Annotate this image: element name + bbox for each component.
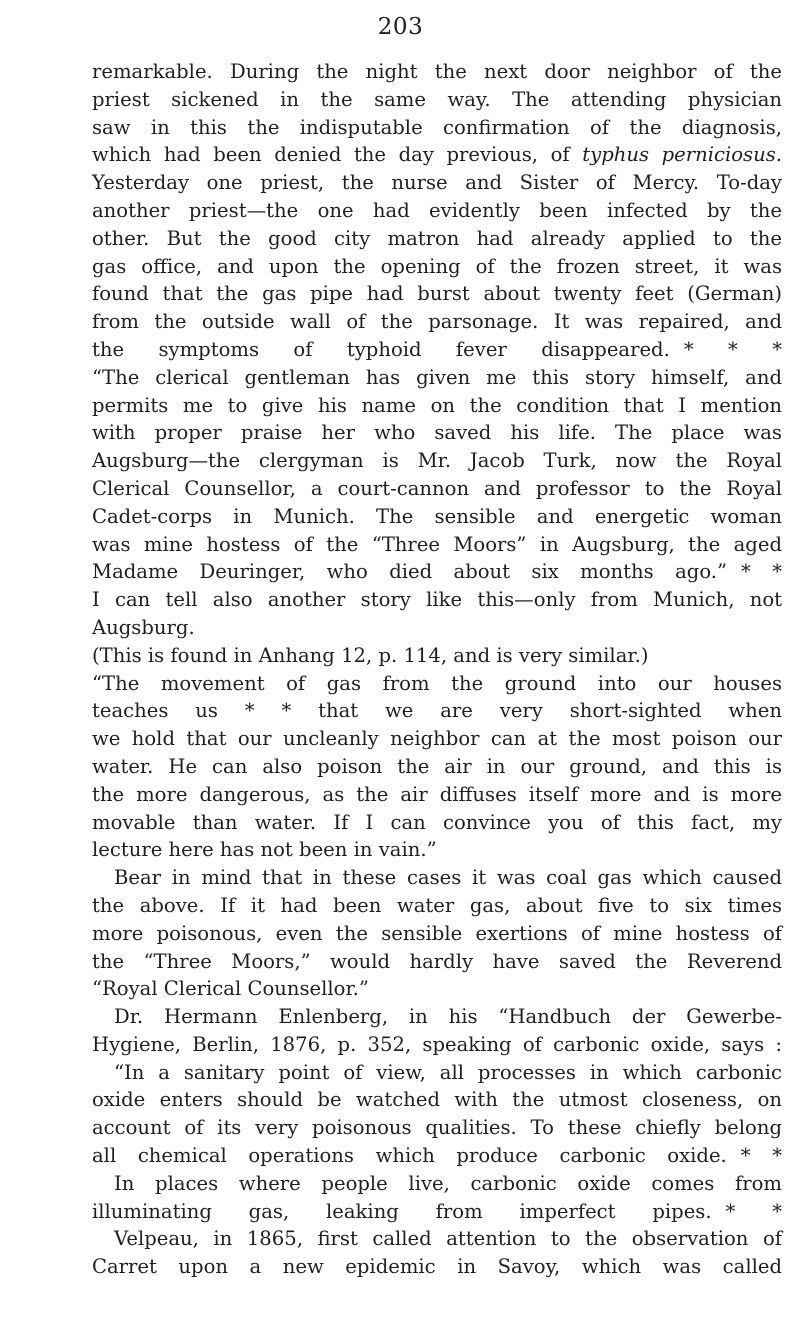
text-line bbox=[92, 475, 782, 503]
line-text: movable than water. If I can convince you of this fact, my bbox=[92, 810, 782, 834]
text-line bbox=[92, 586, 782, 614]
line-text: which had been denied the day previous, of bbox=[92, 143, 583, 167]
line-text: with proper praise her who saved his life. The place was bbox=[92, 421, 782, 445]
text-line bbox=[92, 809, 782, 837]
line-text: Augsburg—the clergyman is Mr. Jacob Turk, now the Royal bbox=[92, 449, 782, 473]
ellipsis-stars: * * * bbox=[683, 337, 782, 361]
text-line bbox=[92, 1198, 782, 1226]
line-text: In places where people live, carbonic oxide comes from bbox=[114, 1171, 782, 1195]
line-text: another priest—the one had evidently been infected by the bbox=[92, 198, 782, 222]
text-line bbox=[92, 141, 782, 169]
line-text: more poisonous, even the sensible exertions of mine hostess of bbox=[92, 921, 782, 945]
line-text: the more dangerous, as the air diffuses itself more and is more bbox=[92, 782, 782, 806]
text-line bbox=[92, 447, 782, 475]
line-text: from the outside wall of the parsonage. It was repaired, and bbox=[92, 310, 782, 334]
text-line bbox=[92, 280, 782, 308]
text-line bbox=[92, 614, 782, 642]
text-line bbox=[92, 392, 782, 420]
text-line bbox=[92, 697, 782, 725]
line-text: priest sickened in the same way. The attending physician bbox=[92, 87, 782, 111]
line-text: found that the gas pipe had burst about twenty feet (German) bbox=[92, 282, 782, 306]
text-line bbox=[92, 836, 782, 864]
line-text: remarkable. During the night the next door neighbor of the bbox=[92, 60, 782, 83]
text-line bbox=[92, 1031, 782, 1059]
line-text: Yesterday one priest, the nurse and Sister of Mercy. To-day bbox=[92, 171, 782, 195]
line-text: illuminating gas, leaking from imperfect pipes. bbox=[92, 1199, 712, 1223]
line-text: “The movement of gas from the ground into our houses bbox=[92, 671, 782, 695]
text-line bbox=[92, 864, 782, 892]
text-line bbox=[92, 1142, 782, 1170]
text-line bbox=[92, 920, 782, 948]
page-number: 203 bbox=[377, 14, 424, 40]
line-text: we hold that our uncleanly neighbor can at the most poison our bbox=[92, 727, 782, 751]
line-text: Carret upon a new epidemic in Savoy, which was called bbox=[92, 1255, 782, 1279]
line-text: gas office, and upon the opening of the frozen street, it was bbox=[92, 254, 782, 278]
line-text: account of its very poisonous qualities. To these chiefly belong bbox=[92, 1116, 782, 1140]
line-text: Dr. Hermann Enlenberg, in his “Handbuch der Gewerbe- bbox=[114, 1005, 782, 1029]
text-line bbox=[92, 308, 782, 336]
line-text: lecture here has not been in vain.” bbox=[92, 838, 437, 862]
text-line bbox=[92, 225, 782, 253]
text-line bbox=[92, 892, 782, 920]
line-text: I can tell also another story like this—only from Munich, not bbox=[92, 588, 782, 612]
text-line bbox=[92, 1225, 782, 1253]
line-text: “The clerical gentleman has given me this story himself, and bbox=[92, 365, 782, 389]
line-text: Augsburg. bbox=[92, 615, 195, 639]
text-line bbox=[92, 725, 782, 753]
line-text: Clerical Counsellor, a court-cannon and professor to the Royal bbox=[92, 476, 782, 500]
line-text: (This is found in Anhang 12, p. 114, and is very similar.) bbox=[92, 643, 649, 667]
ellipsis-stars: * * bbox=[740, 1144, 782, 1168]
text-line bbox=[92, 197, 782, 225]
line-text: the “Three Moors,” would hardly have saved the Reverend bbox=[92, 949, 782, 973]
text-line bbox=[92, 58, 782, 86]
text-line bbox=[92, 558, 782, 586]
text-line bbox=[92, 1253, 782, 1281]
line-text: Velpeau, in 1865, first called attention to the observation of bbox=[114, 1227, 782, 1251]
line-text: was mine hostess of the “Three Moors” in Augsburg, the aged bbox=[92, 532, 782, 556]
text-line bbox=[92, 1003, 782, 1031]
line-text: “Royal Clerical Counsellor.” bbox=[92, 977, 369, 1001]
text-line bbox=[92, 948, 782, 976]
text-line bbox=[92, 114, 782, 142]
text-line bbox=[92, 531, 782, 559]
text-line bbox=[92, 336, 782, 364]
text-line bbox=[92, 975, 782, 1003]
text-line bbox=[92, 753, 782, 781]
line-text: oxide enters should be watched with the utmost closeness, on bbox=[92, 1088, 782, 1112]
text-line bbox=[92, 781, 782, 809]
text-line bbox=[92, 1114, 782, 1142]
line-text: other. But the good city matron had already applied to the bbox=[92, 226, 782, 250]
text-line bbox=[92, 642, 782, 670]
text-line bbox=[92, 1086, 782, 1114]
line-text: teaches us * * that we are very short-sighted when bbox=[92, 699, 782, 723]
line-text: Cadet-corps in Munich. The sensible and energetic woman bbox=[92, 504, 782, 528]
italic-term: typhus perniciosus. bbox=[582, 143, 782, 167]
line-text: Madame Deuringer, who died about six months ago.” bbox=[92, 560, 728, 584]
text-line bbox=[92, 253, 782, 281]
line-text: saw in this the indisputable confirmation of the diagnosis, bbox=[92, 115, 782, 139]
line-text: Bear in mind that in these cases it was coal gas which caused bbox=[114, 866, 782, 890]
text-line bbox=[92, 169, 782, 197]
ellipsis-stars: * * bbox=[725, 1199, 782, 1223]
line-text: the above. If it had been water gas, about five to six times bbox=[92, 893, 782, 917]
ellipsis-stars: * * bbox=[741, 560, 783, 584]
text-line bbox=[92, 364, 782, 392]
text-line bbox=[92, 503, 782, 531]
text-line bbox=[92, 670, 782, 698]
text-line bbox=[92, 1170, 782, 1198]
body-text bbox=[92, 58, 782, 1281]
line-text: the symptoms of typhoid fever disappeared. bbox=[92, 337, 670, 361]
line-text: Hygiene, Berlin, 1876, p. 352, speaking of carbonic oxide, says : bbox=[92, 1032, 782, 1056]
line-text: all chemical operations which produce carbonic oxide. bbox=[92, 1144, 727, 1168]
line-text: water. He can also poison the air in our ground, and this is bbox=[92, 754, 782, 778]
text-line bbox=[92, 419, 782, 447]
text-line bbox=[92, 1059, 782, 1087]
text-line bbox=[92, 86, 782, 114]
line-text: “In a sanitary point of view, all processes in which carbonic bbox=[114, 1060, 782, 1084]
line-text: permits me to give his name on the condition that I mention bbox=[92, 393, 782, 417]
